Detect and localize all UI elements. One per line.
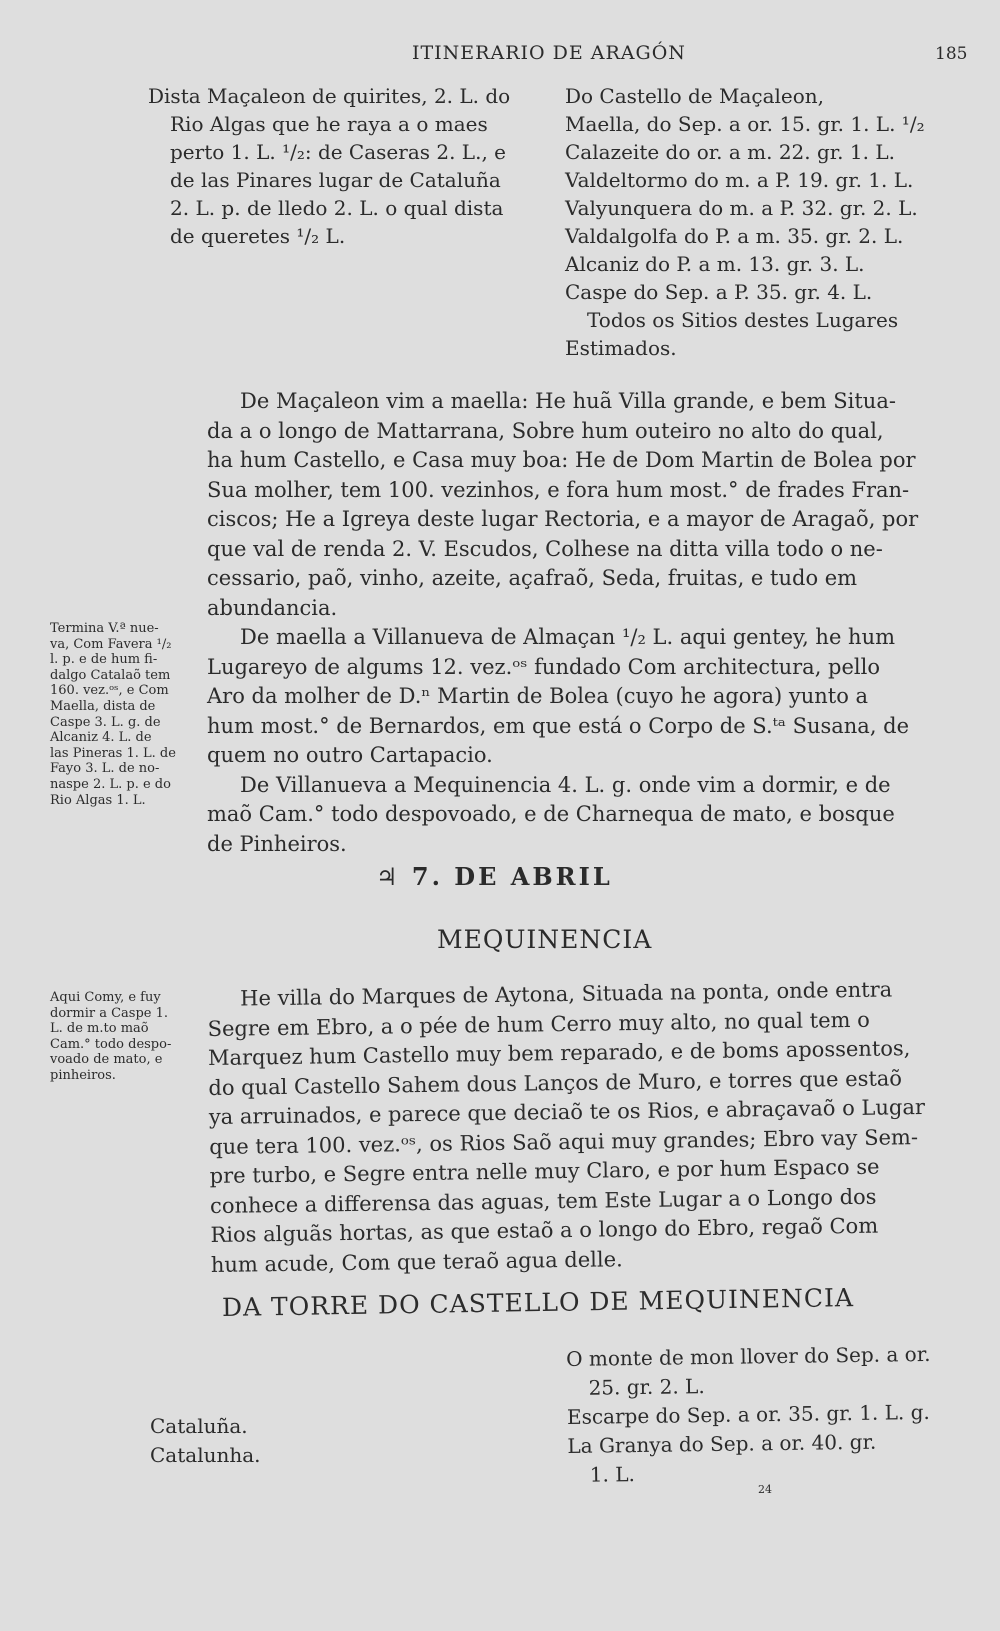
text-line: maõ Cam.° todo despovoado, e de Charnequa de mato, e bosque [207, 802, 895, 826]
text-line: Maella, do Sep. a or. 15. gr. 1. L. ¹/₂ [565, 112, 925, 136]
text-line: abundancia. [207, 595, 338, 620]
text-line: Fayo 3. L. de no- [50, 761, 160, 777]
text-line: L. de m.to maõ [50, 1021, 149, 1037]
text-line: que val de renda 2. V. Escudos, Colhese na ditta villa todo o ne- [207, 536, 883, 561]
text-line: Maella, dista de [50, 698, 156, 714]
text-line: Valdeltormo do m. a P. 19. gr. 1. L. [565, 168, 914, 192]
body-paragraph-mequinencia [207, 975, 927, 1280]
text-line: Segre em Ebro, a o pée de hum Cerro muy alto, no qual tem o [207, 1007, 870, 1041]
text-line: Escarpe do Sep. a or. 35. gr. 1. L. g. [566, 1399, 930, 1429]
tower-bearings [566, 1340, 932, 1490]
text-line: Rios alguãs hortas, as que estaõ a o longo do Ebro, regaõ Com [210, 1213, 879, 1247]
text-line: Termina V.ª nue- [50, 621, 159, 636]
margin-note-caspe [50, 990, 171, 1084]
text-line: ya arruinados, e parece que deciaõ te os Rios, e abraçavaõ o Lugar [208, 1094, 926, 1129]
text-line: Valyunquera do m. a P. 32. gr. 2. L. [565, 196, 918, 220]
text-line: dalgo Catalaõ tem [50, 667, 171, 683]
page-number: 185 [935, 44, 968, 64]
text-line: da a o longo de Mattarrana, Sobre hum outeiro no alto do qual, [207, 418, 884, 443]
text-line: quem no outro Cartapacio. [207, 743, 493, 767]
text-line: Aro da molher de D.ⁿ Martin de Bolea (cuyo he agora) yunto a [207, 684, 869, 708]
text-line: Estimados. [565, 336, 677, 360]
text-line: Lugareyo de algums 12. vez.ᵒˢ fundado Com architectura, pello [207, 654, 880, 679]
text-line: do qual Castello Sahem dous Lanços de Muro, e torres que estaõ [208, 1065, 903, 1100]
text-line: hum most.° de Bernardos, em que está o Corpo de S.ᵗᵃ Susana, de [207, 713, 910, 738]
text-line: Catalunha. [150, 1443, 261, 1467]
text-line: Calazeite do or. a m. 22. gr. 1. L. [565, 140, 895, 164]
text-line: La Granya do Sep. a or. 40. gr. [567, 1429, 877, 1458]
text-line: Rio Algas que he raya a o maes [170, 112, 488, 136]
signature-mark: 24 [758, 1483, 772, 1496]
text-line: las Pineras 1. L. de [50, 745, 176, 761]
text-line: Caspe do Sep. a P. 35. gr. 4. L. [565, 280, 873, 304]
top-left-paragraph [148, 82, 510, 250]
text-line: 1. L. [589, 1462, 636, 1487]
text-line: cessario, paõ, vinho, azeite, açafraõ, Seda, fruitas, e tudo em [207, 566, 858, 590]
text-line: Rio Algas 1. L. [50, 792, 146, 808]
text-line: que tera 100. vez.ᵒˢ, os Rios Saõ aqui muy grandes; Ebro vay Sem- [209, 1124, 919, 1159]
text-line: Caspe 3. L. g. de [50, 714, 161, 730]
text-line: O monte de mon llover do Sep. a or. [566, 1341, 931, 1371]
text-line: 160. vez.ᵒˢ, e Com [50, 683, 169, 699]
text-line: De Villanueva a Mequinencia 4. L. g. onde vim a dormir, e de [240, 772, 891, 797]
top-right-bearings [565, 82, 925, 362]
text-line: va, Com Favera ¹/₂ [50, 636, 172, 652]
text-line: Aqui Comy, e fuy [50, 990, 161, 1005]
margin-note-villanueva [50, 621, 176, 808]
text-line: de Pinheiros. [207, 831, 347, 856]
text-line: pinheiros. [50, 1067, 116, 1083]
text-line: Sua molher, tem 100. vezinhos, e fora hum most.° de frades Fran- [207, 477, 910, 502]
region-labels [150, 1412, 261, 1470]
section-title: MEQUINENCIA [437, 925, 653, 954]
text-line: de las Pinares lugar de Cataluña [170, 168, 501, 192]
text-line: Alcaniz 4. L. de [50, 730, 152, 746]
text-line: ciscos; He a Igreya deste lugar Rectoria, e a mayor de Aragaõ, por [207, 507, 919, 531]
text-line: perto 1. L. ¹/₂: de Caseras 2. L., e [170, 140, 506, 164]
text-line: Marquez hum Castello muy bem reparado, e de boms apossentos, [207, 1036, 911, 1070]
text-line: conhece a differensa das aguas, tem Este Lugar a o Longo dos [209, 1184, 877, 1218]
text-line: 25. gr. 2. L. [588, 1374, 705, 1400]
text-line: Todos os Sitios destes Lugares [587, 308, 899, 332]
text-line: voado de mato, e [50, 1052, 163, 1068]
text-line: Cam.° todo despo- [50, 1036, 172, 1052]
text-line: dormir a Caspe 1. [50, 1005, 168, 1021]
text-line: Dista Maçaleon de quirites, 2. L. do [148, 84, 511, 108]
text-line: Do Castello de Maçaleon, [565, 84, 825, 108]
text-line: Cataluña. [150, 1414, 248, 1438]
running-header: ITINERARIO DE ARAGÓN [412, 42, 686, 64]
text-line: De Maçaleon vim a maella: He huã Villa grande, e bem Situa- [240, 389, 896, 413]
text-line: de queretes ¹/₂ L. [170, 224, 346, 248]
text-line: naspe 2. L. p. e do [50, 776, 171, 792]
body-paragraph-maella [207, 387, 918, 859]
text-line: pre turbo, e Segre entra nelle muy Claro, e por hum Espaco se [209, 1154, 880, 1188]
text-line: He villa do Marques de Aytona, Situada na ponta, onde entra [240, 977, 893, 1011]
subsection-title: DA TORRE DO CASTELLO DE MEQUINENCIA [221, 1283, 855, 1322]
text-line: hum acude, Com que teraõ agua delle. [210, 1246, 623, 1277]
text-line: Alcaniz do P. a m. 13. gr. 3. L. [565, 252, 865, 276]
text-line: ha hum Castello, e Casa muy boa: He de Dom Martin de Bolea por [207, 448, 916, 472]
text-line: 2. L. p. de lledo 2. L. o qual dista [170, 196, 504, 220]
date-heading: ♃ 7. DE ABRIL [376, 862, 613, 891]
text-line: Valdalgolfa do P. a m. 35. gr. 2. L. [565, 224, 904, 248]
text-line: l. p. e de hum fi- [50, 652, 158, 668]
text-line: De maella a Villanueva de Almaçan ¹/₂ L. aqui gentey, he hum [240, 625, 896, 649]
